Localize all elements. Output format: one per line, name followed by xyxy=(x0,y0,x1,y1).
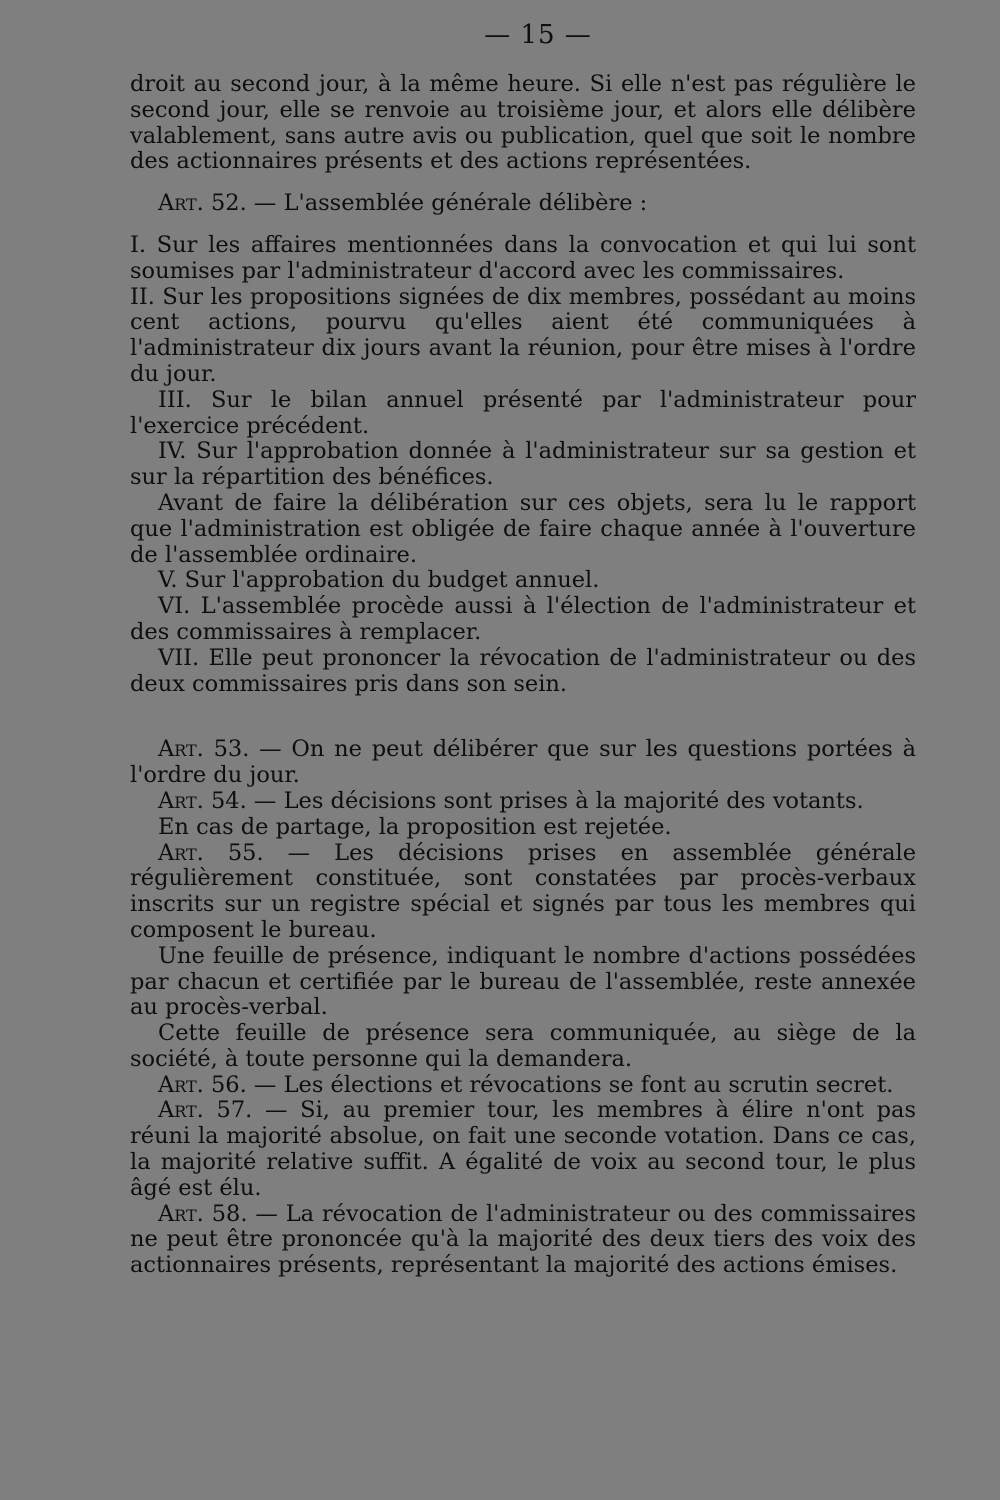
document-page xyxy=(130,20,916,1279)
article-58: Art. 58. — La révocation de l'administrateur ou des commissaires ne peut être prononcée qu'à la majorité des deux tiers des voix des actionnaires présents, représentant la majorité des actions émises. xyxy=(130,1200,916,1279)
paragraph-continuation: droit au second jour, à la même heure. Si elle n'est pas régulière le second jour, elle se renvoie au troisième jour, et alors elle délibère valablement, sans autre avis ou publication, quel que soit le nombre des actionnaires présents et des actions représentées. xyxy=(130,71,916,175)
article-number: Art. 58. xyxy=(158,1200,248,1227)
article-number: Art. 55. xyxy=(158,839,264,866)
item-ii: II. Sur les propositions signées de dix membres, possédant au moins cent actions, pourvu qu'elles aient été communiquées à l'administrateur dix jours avant la réunion, pour être mises à l'ordre du jour. xyxy=(130,283,916,387)
article-number: Art. 56. xyxy=(158,1071,247,1098)
article-number: Art. 57. xyxy=(158,1097,253,1124)
item-iii: III. Sur le bilan annuel présenté par l'administrateur pour l'exercice précédent. xyxy=(130,386,916,439)
item-i: I. Sur les affaires mentionnées dans la convocation et qui lui sont soumises par l'administrateur d'accord avec les commissaires. xyxy=(130,231,916,284)
item-vi: VI. L'assemblée procède aussi à l'élection de l'administrateur et des commissaires à remplacer. xyxy=(130,593,916,645)
article-number: Art. 53. xyxy=(158,736,250,763)
article-number: Art. 52. xyxy=(158,190,247,217)
item-vii: VII. Elle peut prononcer la révocation de l'administrateur ou des deux commissaires pris dans son sein. xyxy=(130,644,916,697)
article-number: Art. 54. xyxy=(158,787,247,814)
paragraph-communiquee: Cette feuille de présence sera communiquée, au siège de la société, à toute personne qui la demandera. xyxy=(130,1020,916,1072)
paragraph-feuille-presence: Une feuille de présence, indiquant le nombre d'actions possédées par chacun et certifiée par le bureau de l'assemblée, reste annexée au procès-verbal. xyxy=(130,942,916,1021)
page-number: — 15 — xyxy=(484,20,592,50)
article-57: Art. 57. — Si, au premier tour, les membres à élire n'ont pas réuni la majorité absolue, on fait une seconde votation. Dans ce cas, la majorité relative suffit. A égalité de voix au second tour, le plus âgé est élu. xyxy=(130,1097,916,1201)
article-56: Art. 56. — Les élections et révocations se font au scrutin secret. xyxy=(158,1071,894,1098)
item-v: V. Sur l'approbation du budget annuel. xyxy=(158,567,600,594)
item-iv: IV. Sur l'approbation donnée à l'administrateur sur sa gestion et sur la répartition des bénéfices. xyxy=(130,438,916,491)
paragraph-rapport: Avant de faire la délibération sur ces objets, sera lu le rapport que l'administration est obligée de faire chaque année à l'ouverture de l'assemblée ordinaire. xyxy=(130,489,916,568)
article-54: Art. 54. — Les décisions sont prises à la majorité des votants. xyxy=(158,787,864,814)
article-52: Art. 52. — L'assemblée générale délibère : xyxy=(158,190,648,217)
paragraph-partage: En cas de partage, la proposition est rejetée. xyxy=(158,813,672,840)
article-53: Art. 53. — On ne peut délibérer que sur les questions portées à l'ordre du jour. xyxy=(130,736,916,789)
article-55: Art. 55. — Les décisions prises en assemblée générale régulièrement constituée, sont constatées par procès-verbaux inscrits sur un registre spécial et signés par tous les membres qui composent le bureau. xyxy=(130,839,917,943)
